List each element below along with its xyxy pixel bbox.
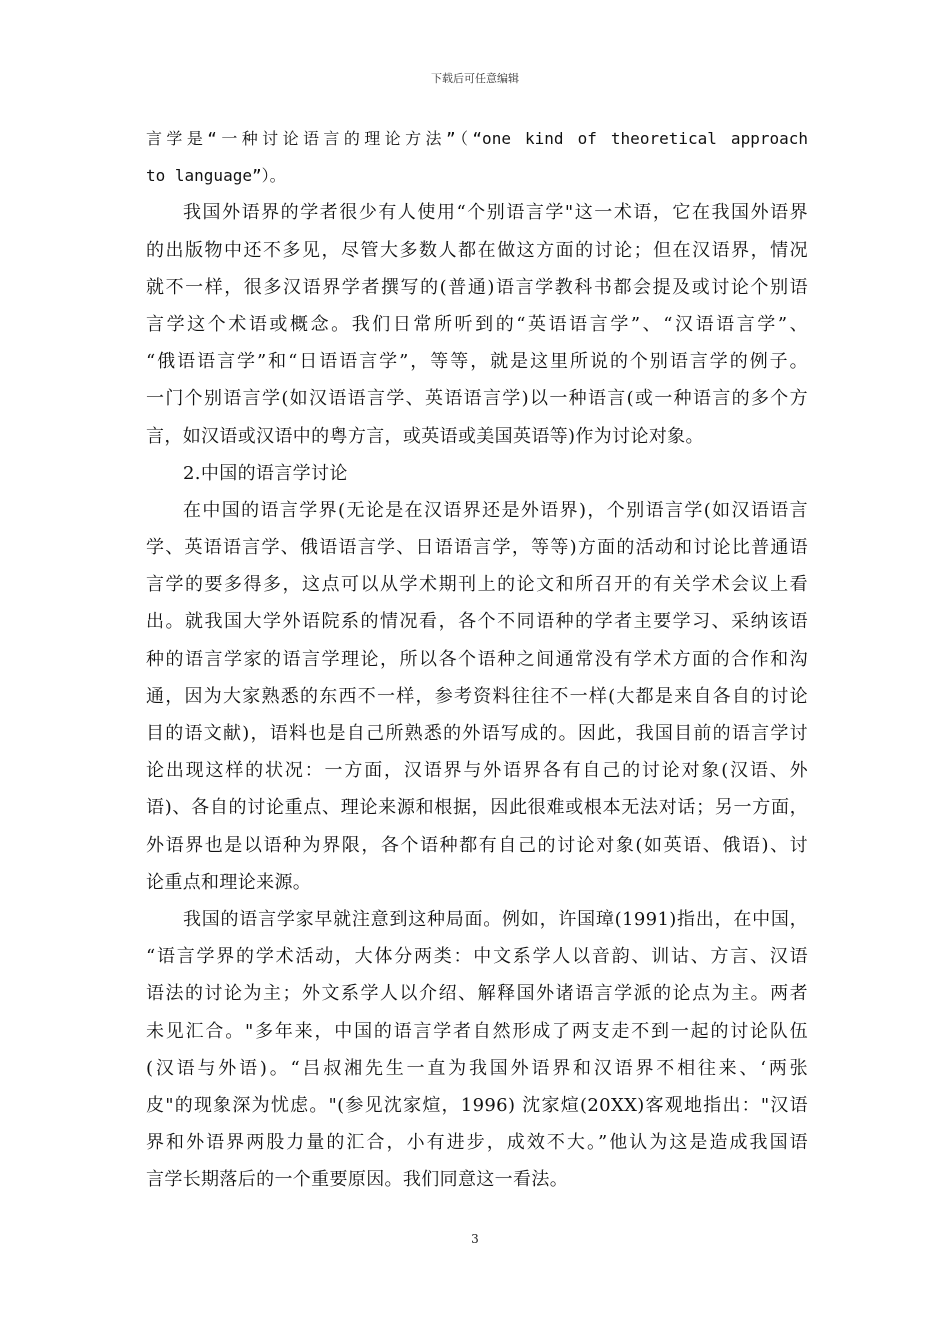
text-line: 言学长期落后的一个重要原因。我们同意这一看法。 — [146, 1169, 569, 1191]
section-heading: 2.中国的语言学讨论 — [183, 462, 348, 484]
text-line: 言，如汉语或汉语中的粤方言，或英语或美国英语等)作为讨论对象。 — [146, 425, 704, 447]
text-line: to language”）。 — [146, 166, 286, 186]
text-line: 言学的要多得多，这点可以从学术期刊上的论文和所召开的有关学术会议上看 — [146, 574, 808, 596]
page-header: 下载后可任意编辑 — [431, 72, 519, 85]
text-line: 言学这个术语或概念。我们日常所听到的“英语语言学”、“汉语语言学”、 — [146, 313, 808, 335]
text-line: (汉语与外语)。“吕叔湘先生一直为我国外语界和汉语界不相往来、‘两张 — [146, 1057, 808, 1079]
text-line: 的出版物中还不多见，尽管大多数人都在做这方面的讨论；但在汉语界，情况 — [146, 239, 808, 261]
text-line: 种的语言学家的语言学理论，所以各个语种之间通常没有学术方面的合作和沟 — [146, 648, 808, 670]
text-line: “俄语语言学”和“日语语言学”，等等，就是这里所说的个别语言学的例子。 — [146, 351, 808, 373]
document-body — [146, 120, 808, 1198]
text-line: 皮"的现象深为忧虑。"(参见沈家煊，1996) 沈家煊(20XX)客观地指出："汉语 — [146, 1094, 808, 1116]
text-line: 语)、各自的讨论重点、理论来源和根据，因此很难或根本无法对话；另一方面， — [146, 797, 808, 819]
paragraph-first-line: 我国的语言学家早就注意到这种局面。例如，许国璋(1991)指出，在中国， — [183, 908, 808, 930]
text-line: 学、英语语言学、俄语语言学、日语语言学，等等)方面的活动和讨论比普通语 — [146, 537, 808, 559]
paragraph-first-line: 在中国的语言学界(无论是在汉语界还是外语界)，个别语言学(如汉语语言 — [183, 499, 808, 521]
text-line: 未见汇合。"多年来，中国的语言学者自然形成了两支走不到一起的讨论队伍 — [146, 1020, 808, 1042]
page-number: 3 — [471, 1232, 479, 1246]
text-line: 一门个别语言学(如汉语语言学、英语语言学)以一种语言(或一种语言的多个方 — [146, 388, 808, 410]
text-line: 界和外语界两股力量的汇合，小有进步，成效不大。”他认为这是造成我国语 — [146, 1132, 808, 1154]
text-line: 论出现这样的状况：一方面，汉语界与外语界各有自己的讨论对象(汉语、外 — [146, 760, 808, 782]
text-line: 语法的讨论为主；外文系学人以介绍、解释国外诸语言学派的论点为主。两者 — [146, 983, 808, 1005]
text-line: 出。就我国大学外语院系的情况看，各个不同语种的学者主要学习、采纳该语 — [146, 611, 808, 633]
text-line: 目的语文献)，语料也是自己所熟悉的外语写成的。因此，我国目前的语言学讨 — [146, 723, 808, 744]
text-line: 言学是“一种讨论语言的理论方法”（“one kind of theoretical approach — [146, 129, 808, 148]
text-line: 外语界也是以语种为界限，各个语种都有自己的讨论对象(如英语、俄语)、讨 — [146, 834, 808, 856]
text-line: “语言学界的学术活动，大体分两类：中文系学人以音韵、训诂、方言、汉语 — [146, 946, 808, 968]
text-line: 论重点和理论来源。 — [146, 871, 312, 893]
paragraph-first-line: 我国外语界的学者很少有人使用“个别语言学"这一术语，它在我国外语界 — [183, 202, 808, 224]
text-line: 通，因为大家熟悉的东西不一样，参考资料往往不一样(大都是来自各自的讨论 — [146, 685, 808, 707]
text-line: 就不一样，很多汉语界学者撰写的(普通)语言学教科书都会提及或讨论个别语 — [146, 276, 808, 298]
